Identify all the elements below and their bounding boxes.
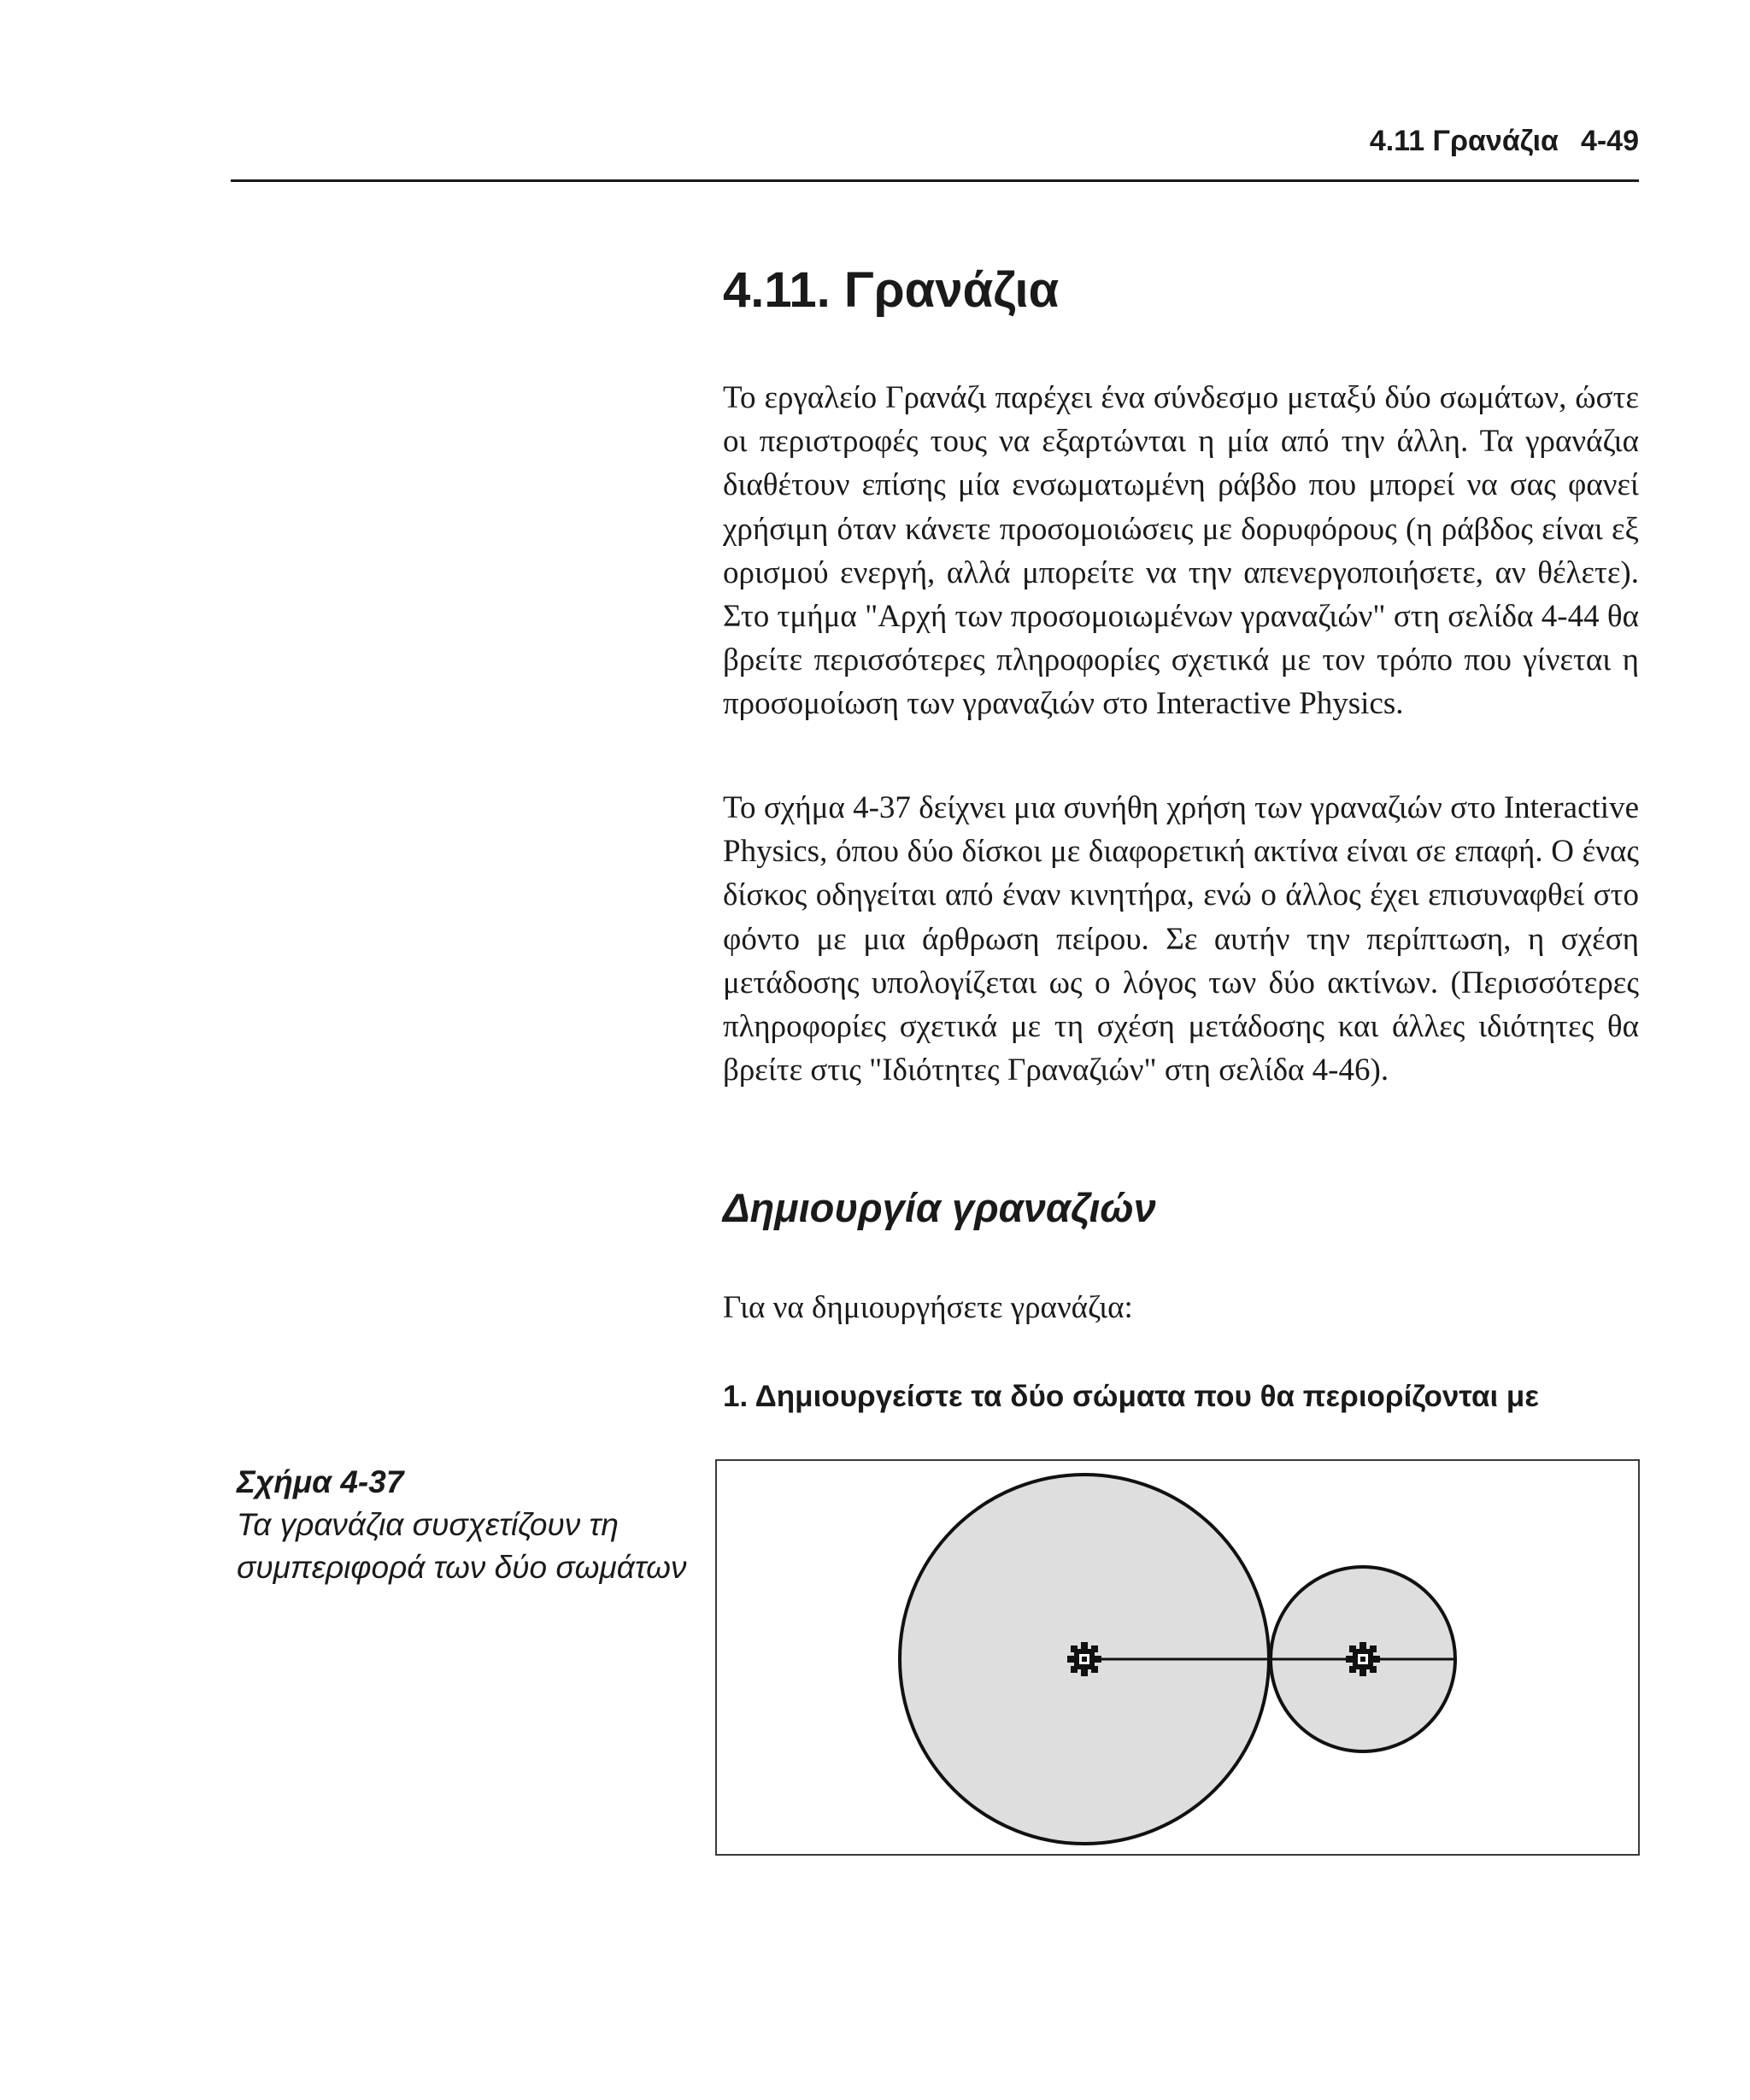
paragraph-figure-description: Το σχήμα 4-37 δείχνει μια συνήθη χρήση των γραναζιών στο Interactive Physics, όπου δύο δίσκοι με διαφορετική ακτίνα είναι σε επαφή. Ο ένας δίσκος οδηγείται από έναν κινητήρα, ενώ ο άλλος έχει επισυναφθεί στο φόντο με μια άρθρωση πείρου. Σε αυτήν την περίπτωση, η σχέση μετάδοσης υπολογίζεται ως ο λόγος των δύο ακτίνων. (Περισσότερες πληροφορίες σχετικά με τη σχέση μετάδοσης και άλλες ιδιότητες θα βρείτε στις "Ιδιότητες Γραναζιών" στη σελίδα 4-46). [723, 790, 1639, 1088]
header-section-title: 4.11 Γρανάζια [1369, 125, 1559, 157]
gear-figure [715, 1459, 1640, 1856]
gear-icon [1067, 1642, 1101, 1676]
figure-caption-text: Τα γρανάζια συσχετίζουν τη συμπεριφορά των δύο σωμάτων [237, 1507, 687, 1585]
figure-label: Σχήμα 4-37 [237, 1464, 404, 1499]
gear-diagram [717, 1461, 1638, 1854]
section-title: 4.11. Γρανάζια [723, 262, 1060, 318]
paragraph-gear-tool: Το εργαλείο Γρανάζι παρέχει ένα σύνδεσμο μεταξύ δύο σωμάτων, ώστε οι περιστροφές τους να εξαρτώνται η μία από την άλλη. Τα γρανάζια διαθέτουν επίσης μία ενσωματωμένη ράβδο που μπορεί να σας φανεί χρήσιμη όταν κάνετε προσομοιώσεις με δορυφόρους (η ράβδος είναι εξ ορισμού ενεργή, αλλά μπορείτε να την απενεργοποιήσετε, αν θέλετε). Στο τμήμα "Αρχή των προσομοιωμένων γραναζιών" στη σελίδα 4-44 θα βρείτε περισσότερες πληροφορίες σχετικά με τον τρόπο που γίνεται η προσομοίωση των γραναζιών στο Interactive Physics. [723, 380, 1639, 722]
figure-caption [237, 1461, 698, 1589]
header-rule [231, 179, 1639, 182]
subsection-title: Δημιουργία γραναζιών [723, 1185, 1156, 1230]
header-page-number: 4-49 [1580, 125, 1639, 157]
intro-text: Για να δημιουργήσετε γρανάζια: [723, 1290, 1133, 1325]
gear-icon [1346, 1642, 1380, 1676]
step-1: 1. Δημιουργείστε τα δύο σώματα που θα περιορίζονται με [723, 1380, 1539, 1413]
running-header [1370, 125, 1639, 158]
